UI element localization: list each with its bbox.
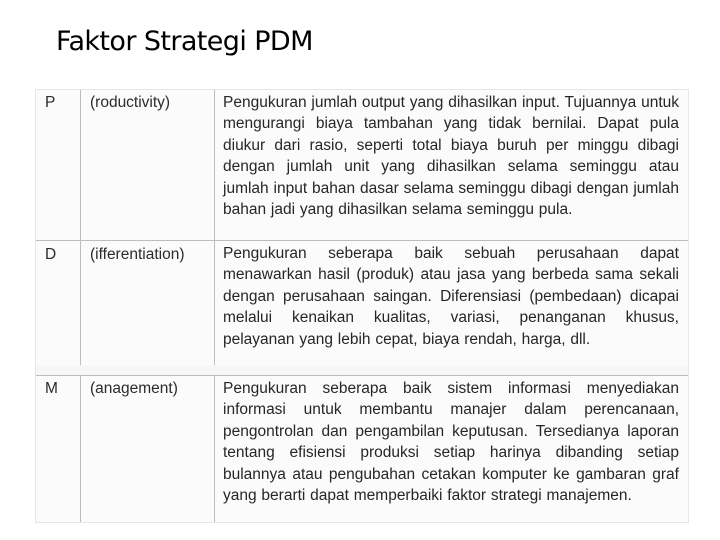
row-letter: M [45,380,58,397]
column-divider [214,90,215,522]
row-divider [36,375,688,376]
row-divider [36,240,688,241]
row-term: (anagement) [90,380,178,397]
row-description: Pengukuran seberapa baik sebuah perusahaan dapat menawarkan hasil (produk) atau jasa yang berbeda sama sekali dengan perusahaan saingan. Diferensiasi (pembedaan) dicapai melalui kenaikan kualitas, variasi, penanganan khusus, pelayanan yang lebih cepat, biaya rendah, harga, dll. [223,245,679,348]
row-term: (roductivity) [90,94,171,111]
pdm-factor-table [36,90,688,522]
slide-title: Faktor Strategi PDM [56,26,313,57]
row-description: Pengukuran jumlah output yang dihasilkan input. Tujuannya untuk mengurangi biaya tambahan yang tidak bernilai. Dapat pula diukur dari rasio, seperti total biaya buruh per minggu dibagi dengan jumlah unit yang dihasilkan selama seminggu atau jumlah input bahan dasar selama seminggu dibagi dengan jumlah bahan jadi yang dihasilkan selama seminggu pula. [223,94,679,219]
column-divider [80,90,81,522]
row-description: Pengukuran seberapa baik sistem informasi menyediakan informasi untuk membantu manajer dalam perencanaan, pengontrolan dan pengambilan keputusan. Tersedianya laporan tentang efisiensi produksi setiap harinya dibanding setiap bulannya atau pengubahan cetakan komputer ke gambaran graf yang berarti dapat memperbaiki faktor strategi manajemen. [223,380,679,505]
row-term: (ifferentiation) [90,246,185,263]
row-letter: D [45,246,57,263]
row-letter: P [45,94,56,111]
row-gap [36,365,688,375]
